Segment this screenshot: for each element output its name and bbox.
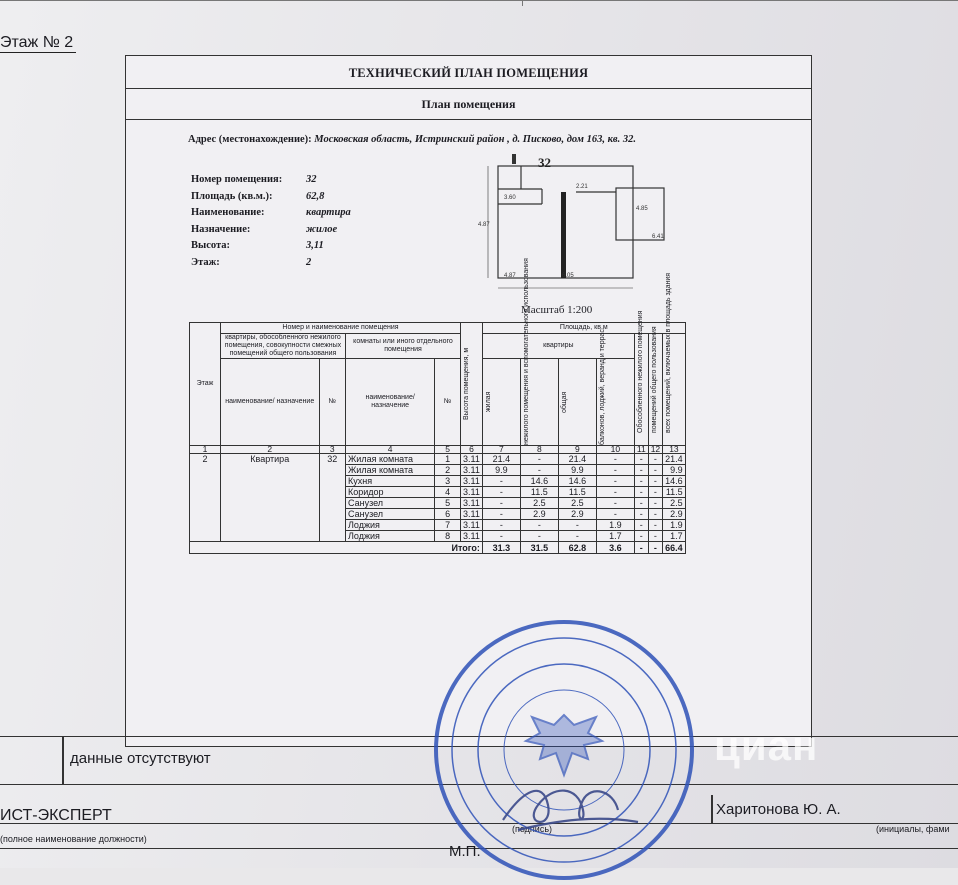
floor-plan-drawing: [476, 144, 681, 304]
cell-living: -: [482, 509, 520, 520]
property-value: 3,11: [306, 240, 324, 251]
cell-balcony: 1.7: [596, 531, 634, 542]
plan-dimension: 2.21: [576, 184, 588, 190]
cell-common: -: [648, 531, 662, 542]
cell-room-name: Санузел: [346, 509, 435, 520]
cell-room-no: 1: [435, 454, 461, 465]
signer-name: Харитонова Ю. А.: [716, 801, 841, 818]
cell-separate: -: [634, 531, 648, 542]
property-value: 32: [306, 174, 317, 185]
cell-all: 11.5: [663, 487, 686, 498]
property-row: [191, 191, 431, 208]
property-value: жилое: [306, 223, 338, 235]
cell-height: 3.11: [461, 454, 483, 465]
cell-room-name: Жилая комната: [346, 454, 435, 465]
cell-balcony: -: [596, 509, 634, 520]
col-apartment: квартиры, обособленного нежилого помещения, совокупности смежных помещений общего пользования: [221, 334, 346, 359]
property-label: Этаж:: [191, 256, 220, 268]
cell-all: 2.9: [663, 509, 686, 520]
col-height: Высота помещения, м: [461, 323, 483, 446]
cell-common: -: [648, 465, 662, 476]
address-label: Адрес (местонахождение):: [188, 134, 312, 145]
cell-living: 21.4: [482, 454, 520, 465]
plan-apartment-number: 32: [538, 155, 551, 170]
col-room-name: наименование/ назначение: [346, 359, 435, 446]
cell-room-name: Жилая комната: [346, 465, 435, 476]
total-total: 62.8: [558, 542, 596, 554]
col-living: жилая: [482, 359, 520, 446]
cell-all: 1.9: [663, 520, 686, 531]
cell-room-no: 8: [435, 531, 461, 542]
cell-room-name: Лоджия: [346, 520, 435, 531]
cell-aux: -: [520, 465, 558, 476]
cell-room-no: 2: [435, 465, 461, 476]
cell-living: -: [482, 498, 520, 509]
top-border: [0, 0, 958, 1]
cell-common: -: [648, 520, 662, 531]
cell-height: 3.11: [461, 509, 483, 520]
plan-dimension: 3.60: [504, 195, 516, 201]
cell-total: -: [558, 520, 596, 531]
col-apartment-sub: квартиры: [482, 334, 634, 359]
totals-row: [190, 542, 686, 554]
property-label: Номер помещения:: [191, 174, 283, 185]
col-apt-name: наименование/ назначение: [221, 359, 320, 446]
rooms-table-body: [190, 454, 686, 542]
cell-room-no: 7: [435, 520, 461, 531]
cell-common: -: [648, 509, 662, 520]
cell-separate: -: [634, 509, 648, 520]
cell-separate: -: [634, 476, 648, 487]
cell-room-no: 3: [435, 476, 461, 487]
cell-balcony: -: [596, 465, 634, 476]
total-common: -: [648, 542, 662, 554]
cell-balcony: -: [596, 454, 634, 465]
cell-floor: 2: [190, 454, 221, 542]
signer-caption: (инициалы, фами: [876, 824, 950, 834]
cell-separate: -: [634, 520, 648, 531]
property-row: [191, 240, 431, 257]
cell-height: 3.11: [461, 465, 483, 476]
plan-dimension: 4.87: [478, 222, 490, 228]
table-row: [190, 454, 686, 465]
column-numbers-row: 1 2 3 4 5 6 7 8 9 10 11 12 13: [190, 446, 686, 454]
cell-room-name: Лоджия: [346, 531, 435, 542]
cell-total: 2.9: [558, 509, 596, 520]
cell-height: 3.11: [461, 498, 483, 509]
total-aux: 31.5: [520, 542, 558, 554]
cell-room-name: Коридор: [346, 487, 435, 498]
total-living: 31.3: [482, 542, 520, 554]
signature-caption: (подпись): [512, 824, 553, 834]
cell-separate: -: [634, 487, 648, 498]
cell-balcony: -: [596, 498, 634, 509]
cell-separate: -: [634, 498, 648, 509]
cell-height: 3.11: [461, 531, 483, 542]
cell-total: 9.9: [558, 465, 596, 476]
cell-aux: 11.5: [520, 487, 558, 498]
cell-separate: -: [634, 454, 648, 465]
totals-label: Итого:: [190, 542, 483, 554]
col-room-no: №: [435, 359, 461, 446]
cell-total: 2.5: [558, 498, 596, 509]
seal-place-label: М.П.: [449, 843, 481, 860]
cell-separate: -: [634, 465, 648, 476]
cell-aux: -: [520, 520, 558, 531]
cell-balcony: -: [596, 476, 634, 487]
plan-dimension: 4.87: [504, 273, 516, 279]
cell-total: 11.5: [558, 487, 596, 498]
cell-room-no: 6: [435, 509, 461, 520]
cell-total: 14.6: [558, 476, 596, 487]
cell-common: -: [648, 487, 662, 498]
cell-height: 3.11: [461, 476, 483, 487]
cell-common: -: [648, 476, 662, 487]
col-aux: нежилого помещения и вспомогательного использования: [520, 359, 558, 446]
plan-scale: Масштаб 1:200: [521, 304, 593, 316]
col-group-name: Номер и наименование помещения: [221, 323, 461, 334]
property-value: 2: [306, 256, 312, 268]
cell-living: -: [482, 487, 520, 498]
cell-living: -: [482, 520, 520, 531]
cell-total: -: [558, 531, 596, 542]
col-room: комнаты или иного отдельного помещения: [346, 334, 461, 359]
top-border-tick: [522, 0, 523, 6]
property-value: квартира: [306, 207, 351, 218]
sheet-title: ТЕХНИЧЕСКИЙ ПЛАН ПОМЕЩЕНИЯ: [126, 56, 811, 89]
cell-living: -: [482, 476, 520, 487]
watermark-logo: циан: [714, 722, 819, 769]
total-balcony: 3.6: [596, 542, 634, 554]
cell-apartment-no: 32: [319, 454, 345, 542]
col-separate: Обособленного нежилого помещения: [634, 334, 648, 446]
col-common: помещений общего пользования: [648, 334, 662, 446]
official-seal-stamp: [428, 615, 700, 885]
property-label: Назначение:: [191, 223, 251, 235]
property-row: [191, 224, 431, 241]
footer-divider: [711, 795, 713, 823]
address-value: Московская область, Истринский район , д. Писково, дом 163, кв. 32.: [314, 134, 636, 145]
plan-dimension: 6.05: [562, 273, 574, 279]
cell-aux: -: [520, 531, 558, 542]
cell-all: 14.6: [663, 476, 686, 487]
cell-room-name: Кухня: [346, 476, 435, 487]
sheet-subtitle: План помещения: [126, 89, 811, 120]
col-floor: Этаж: [190, 323, 221, 446]
plan-interior-wall: [561, 192, 566, 278]
cell-room-name: Санузел: [346, 498, 435, 509]
cell-room-no: 4: [435, 487, 461, 498]
cell-balcony: -: [596, 487, 634, 498]
col-total: общая: [558, 359, 596, 446]
eagle-emblem-icon: [526, 715, 602, 775]
plan-dimension: 6.41: [652, 234, 664, 240]
property-label: Площадь (кв.м.):: [191, 190, 273, 202]
cell-balcony: 1.9: [596, 520, 634, 531]
floor-label: Этаж № 2: [0, 34, 76, 53]
position-caption: (полное наименование должности): [0, 834, 147, 844]
plan-dimension: 4.85: [636, 206, 648, 212]
col-apt-no: №: [319, 359, 345, 446]
position-text: ИСТ-ЭКСПЕРТ: [0, 807, 112, 824]
cell-living: -: [482, 531, 520, 542]
property-row: [191, 257, 431, 274]
no-data-text: данные отсутствуют: [70, 750, 211, 767]
plan-loggia: [616, 188, 664, 240]
property-label: Высота:: [191, 240, 231, 251]
cell-all: 2.5: [663, 498, 686, 509]
cell-total: 21.4: [558, 454, 596, 465]
cell-aux: 2.9: [520, 509, 558, 520]
cell-aux: -: [520, 454, 558, 465]
property-label: Наименование:: [191, 207, 265, 218]
property-list: [191, 174, 431, 273]
cell-living: 9.9: [482, 465, 520, 476]
cell-height: 3.11: [461, 520, 483, 531]
cell-all: 21.4: [663, 454, 686, 465]
handwritten-signature-icon: [503, 791, 638, 830]
footer-divider: [62, 736, 64, 784]
cell-height: 3.11: [461, 487, 483, 498]
total-all: 66.4: [663, 542, 686, 554]
cell-all: 1.7: [663, 531, 686, 542]
cell-room-no: 5: [435, 498, 461, 509]
cell-common: -: [648, 454, 662, 465]
cell-aux: 2.5: [520, 498, 558, 509]
cell-apartment-name: Квартира: [221, 454, 320, 542]
property-row: [191, 207, 431, 224]
property-value: 62,8: [306, 190, 325, 202]
property-row: [191, 174, 431, 191]
col-area-group: Площадь, кв.м: [482, 323, 685, 334]
col-all: всех помещений, включаемых в площадь здания: [663, 334, 686, 446]
cell-all: 9.9: [663, 465, 686, 476]
total-separate: -: [634, 542, 648, 554]
col-balcony: балконов, лоджий, веранд и террас: [596, 359, 634, 446]
cell-common: -: [648, 498, 662, 509]
cell-aux: 14.6: [520, 476, 558, 487]
